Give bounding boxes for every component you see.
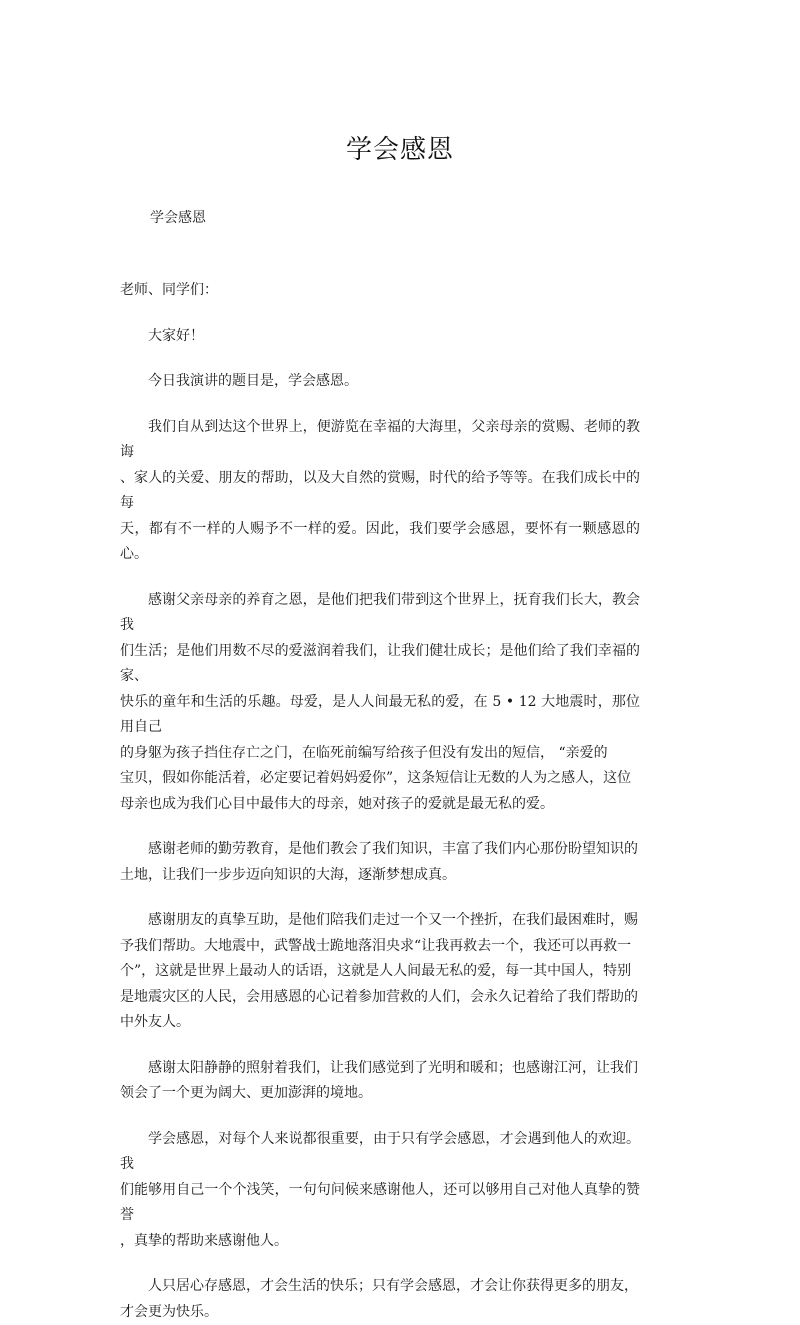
paragraph-conclusion: 人只居心存感恩，才会生活的快乐；只有学会感恩，才会让你获得更多的朋友， 才会更为快乐。 [120, 1278, 638, 1320]
paragraph-intro: 我们自从到达这个世界上，便游览在幸福的大海里，父亲母亲的赏赐、老师的教诲 、家人的关爱、朋友的帮助，以及大自然的赏赐，时代的给予等等。在我们成长中的每 天，都有不一样的人赐予不一样的爱。因此，我们要学会感恩，要怀有一颗感恩的心。 [120, 418, 640, 562]
salutation: 老师、同学们： [120, 282, 218, 298]
document-subtitle: 学会感恩 [150, 210, 206, 226]
paragraph-nature: 感谢太阳静静的照射着我们，让我们感觉到了光明和暖和；也感谢江河，让我们 领会了一个更为阔大、更加澎湃的境地。 [120, 1059, 638, 1101]
paragraph-teachers: 感谢老师的勤劳教育，是他们教会了我们知识，丰富了我们内心那份盼望知识的 土地，让我们一步步迈向知识的大海，逐渐梦想成真。 [120, 841, 638, 883]
page-title: 学会感恩 [345, 135, 454, 165]
paragraph-friends: 感谢朋友的真挚互助，是他们陪我们走过一个又一个挫折，在我们最困难时，赐 予我们帮助。大地震中，武警战士跪地落泪央求“让我再救去一个，我还可以再救一 个”，这就是世界上最动人的话语，这就是人人间最无私的爱，每一其中国人，特别 是地震灾区的人民，会用感恩的心记着参加营救的人们，会永久记着给了我们帮助的 中外友人。 [120, 912, 638, 1030]
paragraph-parents: 感谢父亲母亲的养育之恩，是他们把我们带到这个世界上，抚育我们长大，教会我 们生活；是他们用数不尽的爱滋润着我们，让我们健壮成长；是他们给了我们幸福的家、 快乐的童年和生活的乐趣。母爱，是人人间最无私的爱，在 5 • 12 大地震时，那位用自己 的身躯为孩子挡住存亡之门，在临死前编写给孩子但没有发出的短信， “亲爱的 宝贝，假如你能活着，必定要记着妈妈爱你”，这条短信让无数的人为之感人，这位 母亲也成为我们心目中最伟大的母亲，她对孩子的爱就是最无私的爱。 [120, 591, 640, 812]
paragraph-importance: 学会感恩，对每个人来说都很重要，由于只有学会感恩，才会遇到他人的欢迎。我 们能够用自己一个个浅笑，一句句问候来感谢他人，还可以够用自己对他人真挚的赞誉 ，真挚的帮助来感谢他人。 [120, 1130, 640, 1249]
paragraph-greeting: 大家好！ [148, 327, 204, 344]
paragraph-topic: 今日我演讲的题目是，学会感恩。 [148, 373, 358, 389]
document-body [120, 278, 640, 1325]
